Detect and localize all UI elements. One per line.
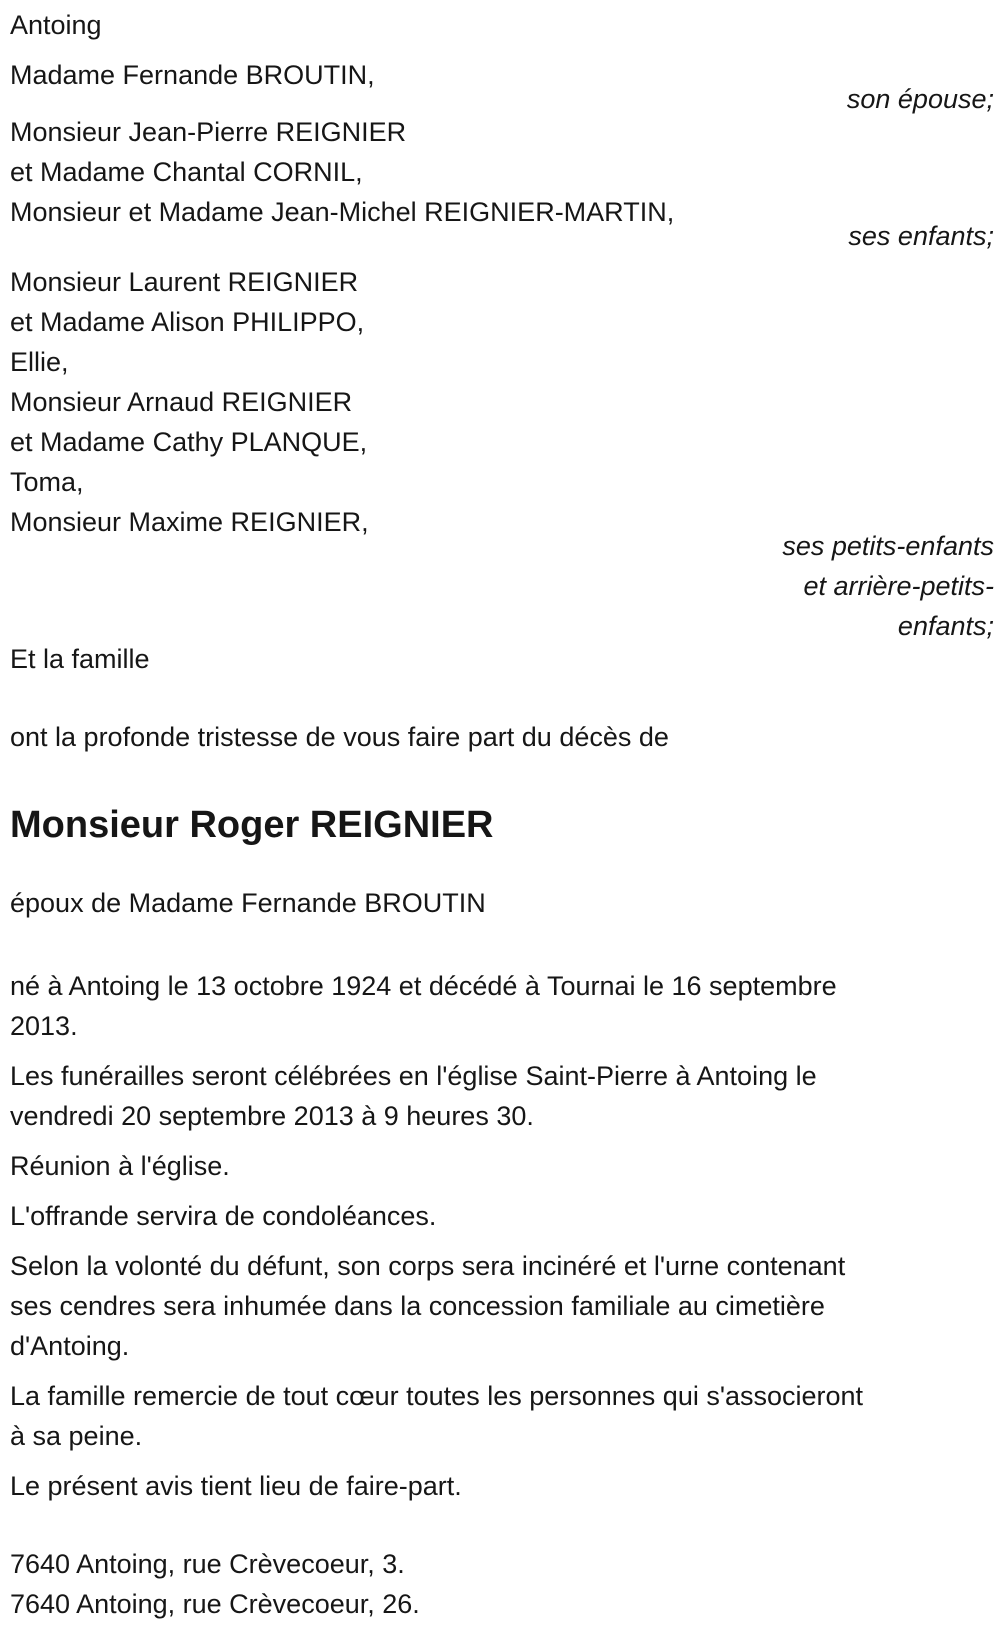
- spouse-of-text: époux de Madame Fernande BROUTIN: [10, 888, 486, 918]
- legal-notice-text: Le présent avis tient lieu de faire-part.: [10, 1471, 462, 1501]
- thanks-text: à sa peine.: [10, 1421, 143, 1451]
- grandchild-name: et Madame Alison PHILIPPO,: [10, 307, 365, 337]
- meeting-text: Réunion à l'église.: [10, 1151, 230, 1181]
- announcement-block: [10, 717, 994, 757]
- birth-death-text: né à Antoing le 13 octobre 1924 et décédé à Tournai le 16 septembre: [10, 971, 837, 1001]
- child-name: Monsieur Jean-Pierre REIGNIER: [10, 117, 407, 147]
- cremation-text: Selon la volonté du défunt, son corps sera incinéré et l'urne contenant: [10, 1251, 846, 1281]
- thanks-text: La famille remercie de tout cœur toutes les personnes qui s'associeront: [10, 1381, 864, 1411]
- family-line-block: [10, 639, 994, 679]
- cremation-text: ses cendres sera inhumée dans la concession familiale au cimetière: [10, 1291, 825, 1321]
- funeral-info-block: [10, 1056, 994, 1136]
- announcement-text: ont la profonde tristesse de vous faire part du décès de: [10, 722, 669, 752]
- child-name: et Madame Chantal CORNIL,: [10, 157, 363, 187]
- children-names-block: [10, 112, 994, 232]
- addresses-block: [10, 1544, 994, 1624]
- offering-text: L'offrande servira de condoléances.: [10, 1201, 437, 1231]
- grandchildren-relation-text: enfants;: [897, 611, 994, 641]
- offering-block: [10, 1196, 994, 1236]
- grandchildren-relation-label: [10, 526, 994, 646]
- children-relation-text: ses enfants;: [848, 221, 994, 251]
- funeral-info-text: vendredi 20 septembre 2013 à 9 heures 30.: [10, 1101, 534, 1131]
- grandchild-name: Monsieur Maxime REIGNIER,: [10, 507, 369, 537]
- city: Antoing: [10, 10, 102, 40]
- spouse-relation-text: son épouse;: [846, 84, 994, 114]
- birth-death-block: [10, 966, 994, 1046]
- address-line: 7640 Antoing, rue Crèvecoeur, 3.: [10, 1549, 405, 1579]
- grandchildren-relation-text: ses petits-enfants: [782, 531, 994, 561]
- spouse-name: Madame Fernande BROUTIN,: [10, 60, 375, 90]
- city-line-block: [10, 5, 994, 45]
- thanks-block: [10, 1376, 994, 1456]
- cremation-block: [10, 1246, 994, 1366]
- grandchild-name: Monsieur Arnaud REIGNIER: [10, 387, 353, 417]
- deceased-name-title: Monsieur Roger REIGNIER: [10, 804, 494, 846]
- address-line: 7640 Antoing, rue Crèvecoeur, 26.: [10, 1589, 420, 1619]
- child-name: Monsieur et Madame Jean-Michel REIGNIER-MARTIN,: [10, 197, 675, 227]
- grandchild-name: et Madame Cathy PLANQUE,: [10, 427, 368, 457]
- family-line: Et la famille: [10, 644, 150, 674]
- cremation-text: d'Antoing.: [10, 1331, 130, 1361]
- spouse-of-block: [10, 883, 994, 923]
- grandchildren-names-block: [10, 262, 994, 542]
- legal-notice-block: [10, 1466, 994, 1506]
- grandchild-name: Toma,: [10, 467, 84, 497]
- birth-death-text: 2013.: [10, 1011, 78, 1041]
- meeting-block: [10, 1146, 994, 1186]
- grandchild-name: Ellie,: [10, 347, 69, 377]
- funeral-info-text: Les funérailles seront célébrées en l'église Saint-Pierre à Antoing le: [10, 1061, 817, 1091]
- grandchild-name: Monsieur Laurent REIGNIER: [10, 267, 359, 297]
- grandchildren-relation-text: et arrière-petits-: [803, 571, 994, 601]
